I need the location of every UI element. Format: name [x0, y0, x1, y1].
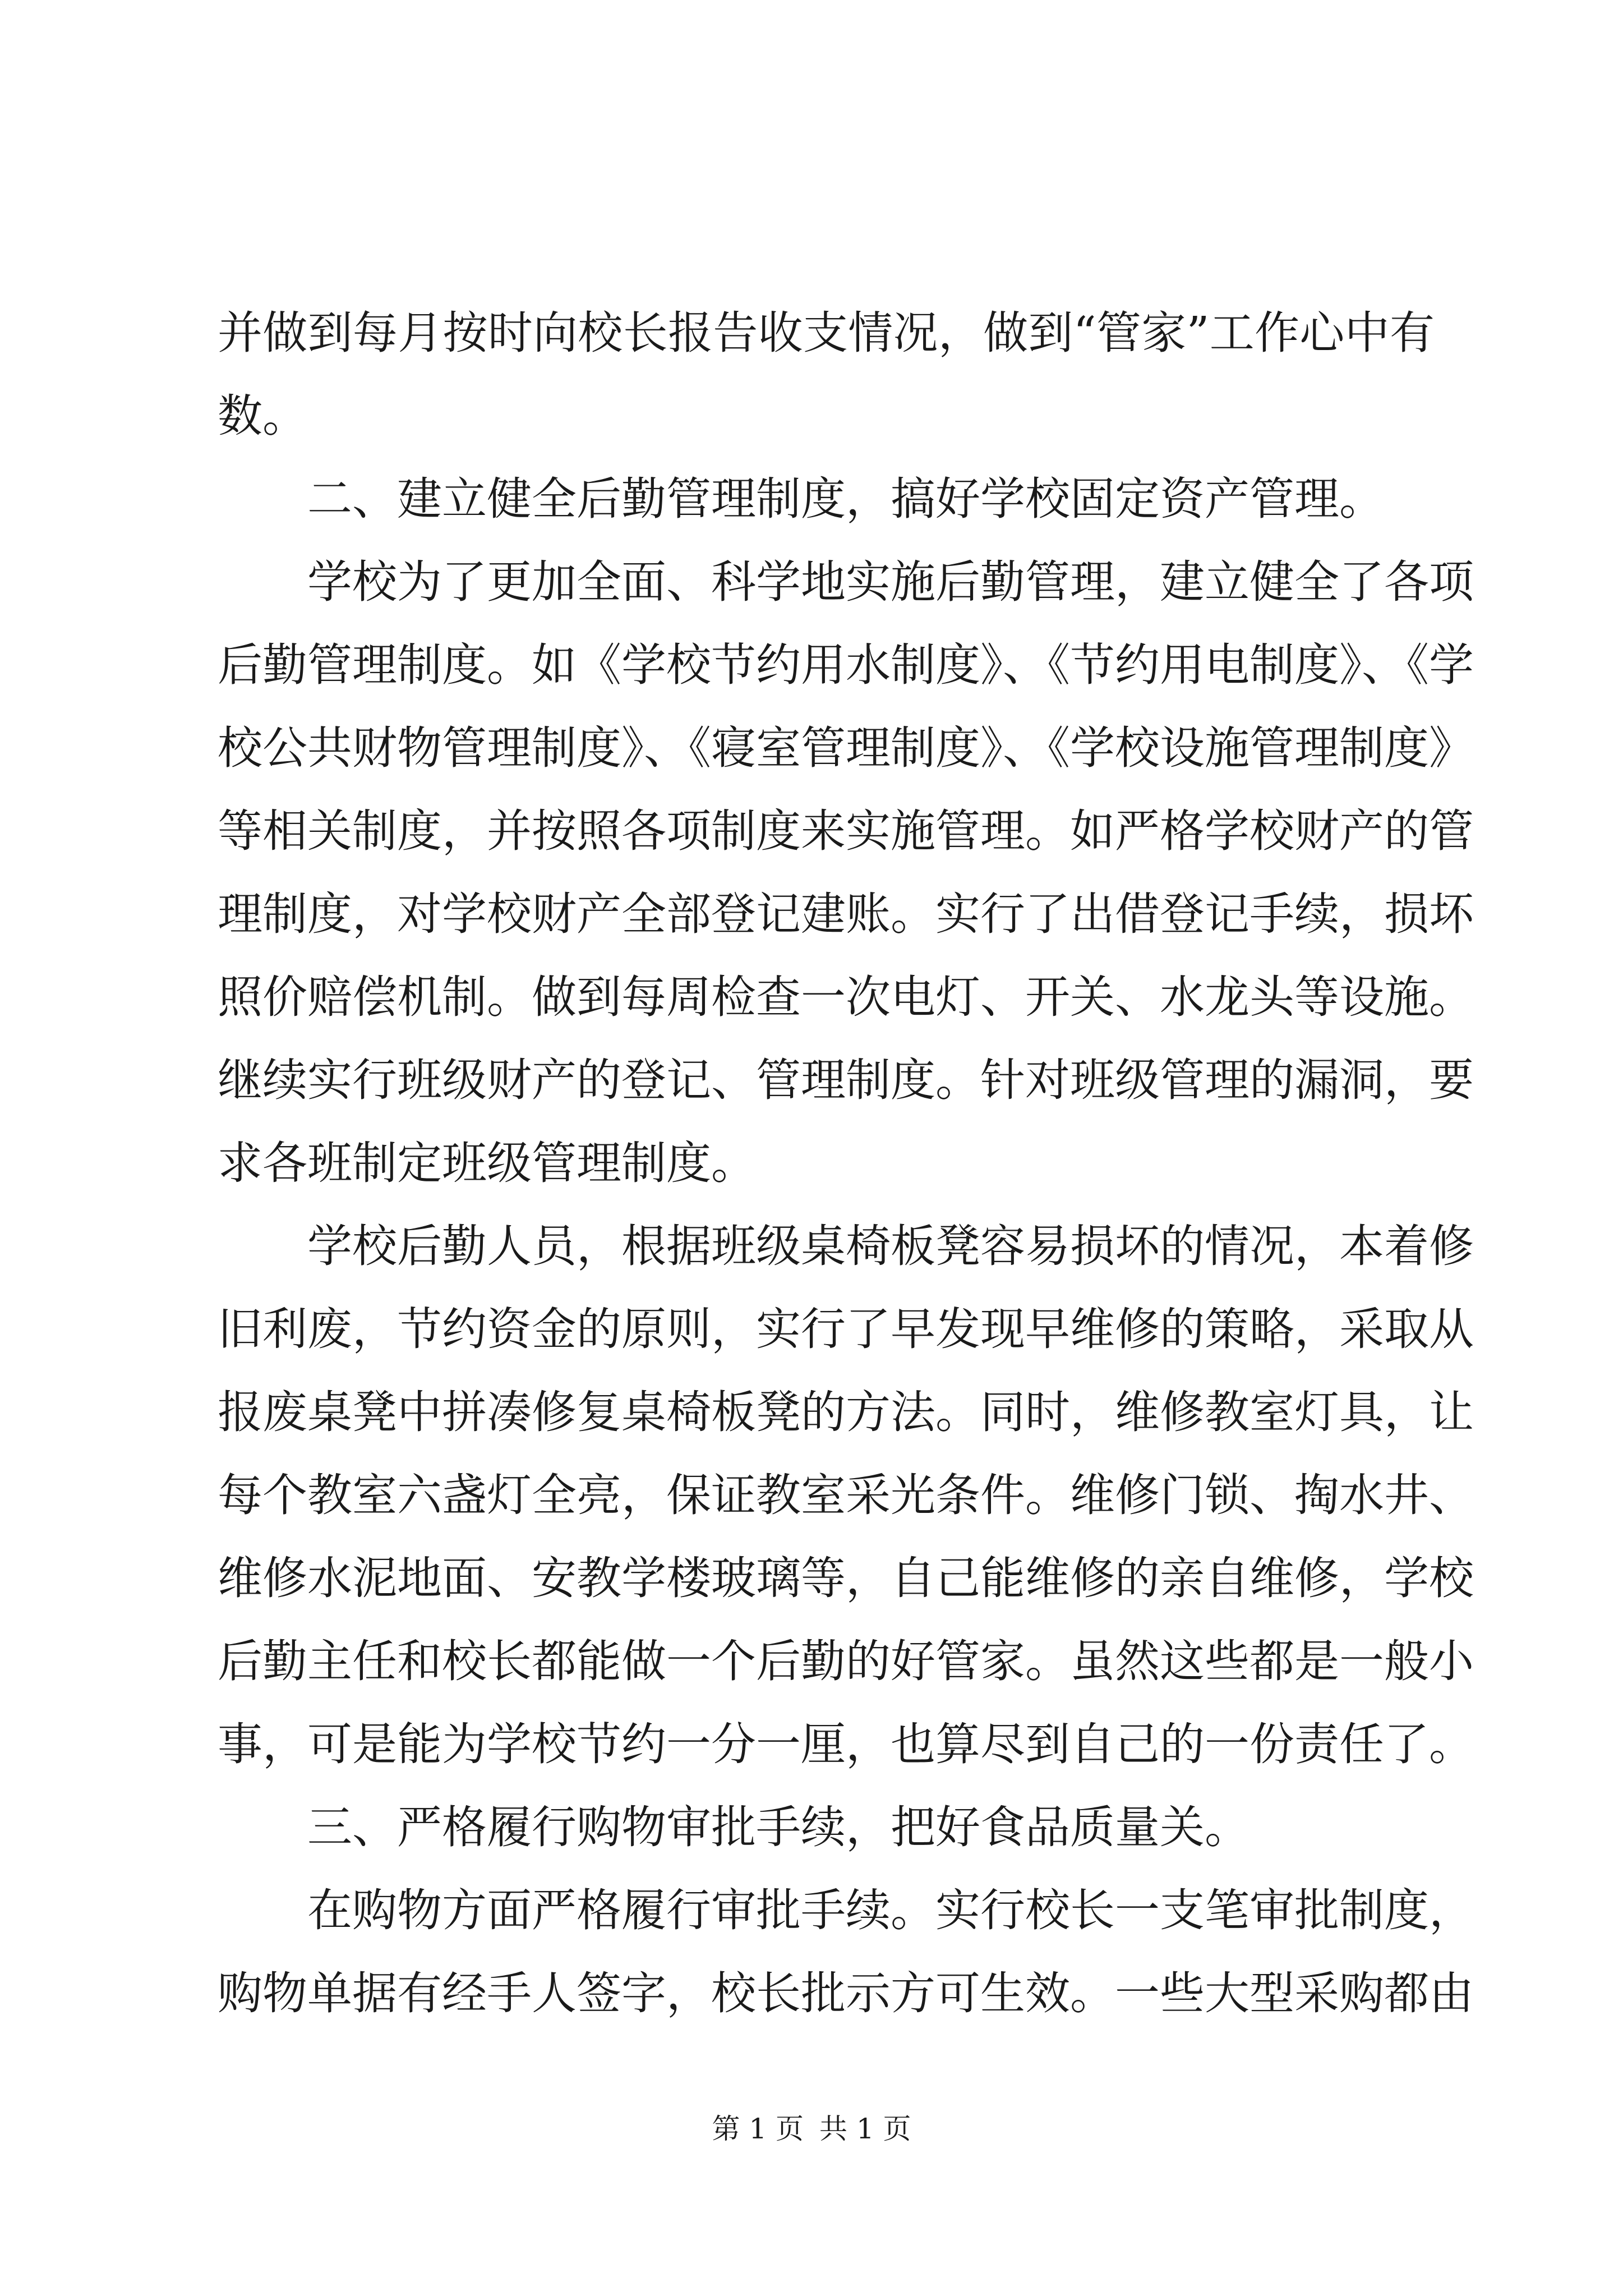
text-line: 求各班制定班级管理制度。 — [218, 1137, 756, 1189]
text-line: 数。 — [218, 390, 307, 442]
text-line: 学校后勤人员，根据班级桌椅板凳容易损坏的情况，本着修 — [307, 1220, 1474, 1272]
text-line: 校公共财物管理制度》、《寝室管理制度》、《学校设施管理制度》 — [218, 722, 1474, 774]
text-line: 后勤主任和校长都能做一个后勤的好管家。虽然这些都是一般小 — [218, 1635, 1474, 1687]
text-line: 事，可是能为学校节约一分一厘，也算尽到自己的一份责任了。 — [218, 1718, 1474, 1770]
text-line: 每个教室六盏灯全亮，保证教室采光条件。维修门锁、掏水井、 — [218, 1469, 1474, 1521]
text-line: 旧利废，节约资金的原则，实行了早发现早维修的策略，采取从 — [218, 1303, 1474, 1355]
text-line: 报废桌凳中拼凑修复桌椅板凳的方法。同时，维修教室灯具，让 — [218, 1386, 1474, 1438]
text-line: 维修水泥地面、安教学楼玻璃等，自己能维修的亲自维修，学校 — [218, 1552, 1474, 1604]
text-line: 并做到每月按时向校长报告收支情况，做到“管家”工作心中有 — [218, 307, 1435, 359]
page-total: 共 1 页 — [819, 2113, 911, 2145]
text-line: 照价赔偿机制。做到每周检查一次电灯、开关、水龙头等设施。 — [218, 971, 1474, 1023]
text-line: 在购物方面严格履行审批手续。实行校长一支笔审批制度， — [307, 1884, 1474, 1936]
document-body — [218, 292, 1474, 2035]
text-line: 购物单据有经手人签字，校长批示方可生效。一些大型采购都由 — [218, 1967, 1474, 2019]
text-line: 等相关制度，并按照各项制度来实施管理。如严格学校财产的管 — [218, 805, 1474, 857]
page-footer — [0, 2109, 1623, 2148]
text-line: 后勤管理制度。如《学校节约用水制度》、《节约用电制度》、《学 — [218, 639, 1474, 691]
text-line: 三、严格履行购物审批手续，把好食品质量关。 — [307, 1801, 1249, 1853]
page-number: 第 1 页 — [712, 2113, 804, 2145]
text-line: 理制度，对学校财产全部登记建账。实行了出借登记手续，损坏 — [218, 888, 1474, 940]
text-line: 二、建立健全后勤管理制度，搞好学校固定资产管理。 — [307, 473, 1384, 525]
text-line: 继续实行班级财产的登记、管理制度。针对班级管理的漏洞，要 — [218, 1054, 1474, 1106]
text-line: 学校为了更加全面、科学地实施后勤管理，建立健全了各项 — [307, 556, 1474, 608]
